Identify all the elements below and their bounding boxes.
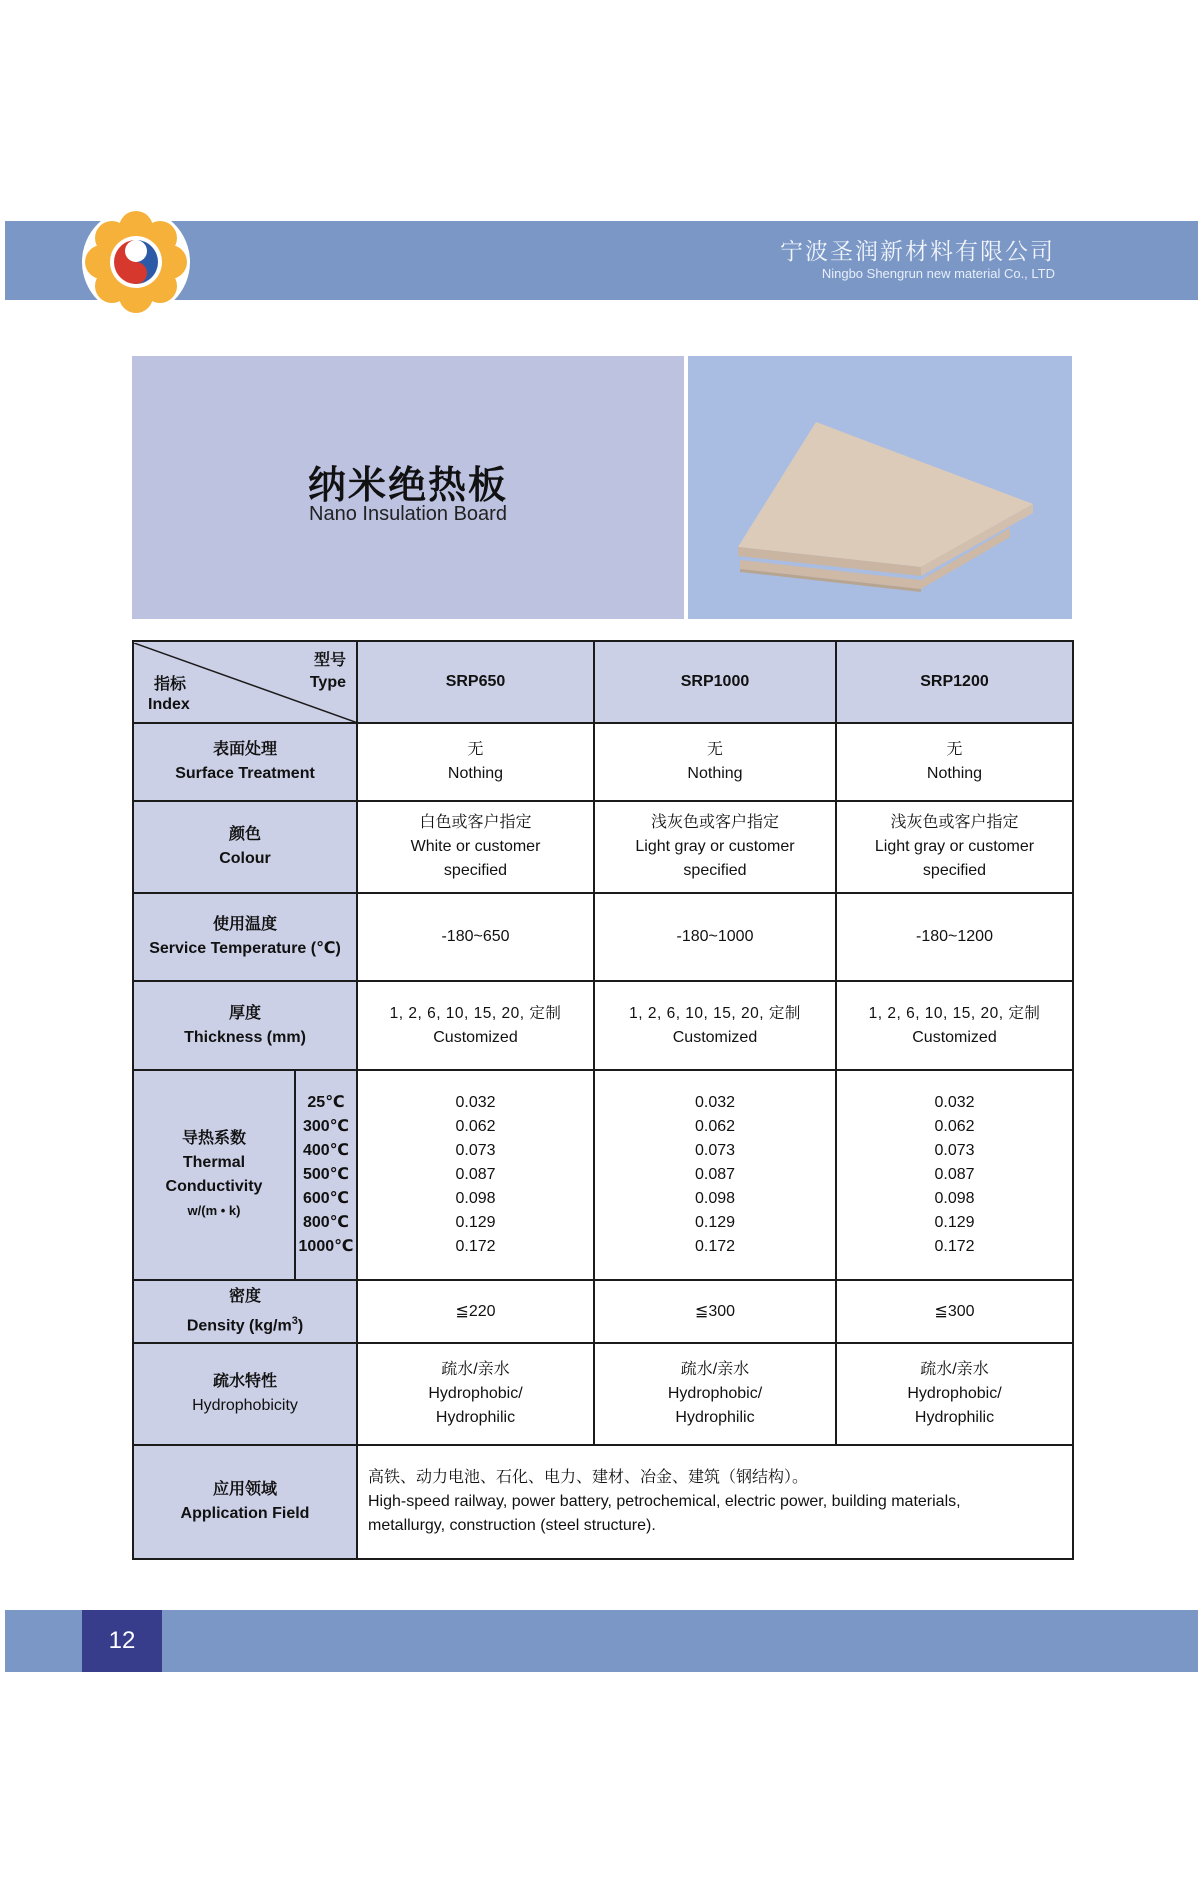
application-field-text: 高铁、动力电池、石化、电力、建材、冶金、建筑（钢结构）。 High-speed railway, power battery, petrochemical, electric power, building materials, metallurgy, construction (steel structure).	[357, 1445, 1073, 1559]
table-cell: 疏水/亲水 Hydrophobic/ Hydrophilic	[594, 1343, 836, 1445]
table-row	[133, 893, 1073, 981]
table-cell: ≦220	[357, 1280, 594, 1343]
table-row	[133, 1070, 1073, 1280]
table-cell: 疏水/亲水 Hydrophobic/ Hydrophilic	[836, 1343, 1073, 1445]
corner-type-cn: 型号	[313, 652, 346, 669]
table-cell: 1, 2, 6, 10, 15, 20, 定制 Customized	[357, 981, 594, 1070]
table-row	[133, 1343, 1073, 1445]
model-header: SRP1200	[836, 641, 1073, 723]
table-cell: 1, 2, 6, 10, 15, 20, 定制 Customized	[836, 981, 1073, 1070]
table-cell: -180~650	[357, 893, 594, 981]
row-label-temperature: 使用温度 Service Temperature (℃)	[133, 893, 357, 981]
table-cell: 无 Nothing	[836, 723, 1073, 801]
row-label-application: 应用领域 Application Field	[133, 1445, 357, 1559]
row-label-surface: 表面处理 Surface Treatment	[133, 723, 357, 801]
footer-band	[5, 1610, 1198, 1672]
table-cell: ≦300	[836, 1280, 1073, 1343]
corner-index-en: Index	[148, 696, 190, 713]
insulation-board-image	[688, 356, 1072, 619]
row-label-hydrophobicity: 疏水特性 Hydrophobicity	[133, 1343, 357, 1445]
table-cell: 无 Nothing	[357, 723, 594, 801]
table-row	[133, 981, 1073, 1070]
model-header: SRP650	[357, 641, 594, 723]
page-number: 12	[82, 1610, 162, 1672]
table-row	[133, 801, 1073, 893]
table-cell: 疏水/亲水 Hydrophobic/ Hydrophilic	[357, 1343, 594, 1445]
table-cell: 无 Nothing	[594, 723, 836, 801]
model-header: SRP1000	[594, 641, 836, 723]
company-name-cn: 宁波圣润新材料有限公司	[780, 239, 1055, 265]
spec-table	[132, 640, 1074, 1560]
row-label-conductivity: 导热系数 Thermal Conductivity w/(m • k)	[133, 1070, 295, 1280]
row-label-density: 密度 Density $(kg/m^3)$	[133, 1280, 357, 1343]
table-cell: -180~1000	[594, 893, 836, 981]
table-cell: 浅灰色或客户指定 Light gray or customer specified	[836, 801, 1073, 893]
row-label-thickness: 厚度 Thickness (mm)	[133, 981, 357, 1070]
table-cell: 0.032 0.062 0.073 0.087 0.098 0.129 0.172	[594, 1070, 836, 1280]
table-cell: 浅灰色或客户指定 Light gray or customer specified	[594, 801, 836, 893]
table-row	[133, 1280, 1073, 1343]
company-name-en: Ningbo Shengrun new material Co., LTD	[821, 266, 1055, 281]
table-corner-header	[133, 641, 357, 723]
product-title-panel	[132, 356, 684, 619]
table-cell: 1, 2, 6, 10, 15, 20, 定制 Customized	[594, 981, 836, 1070]
table-cell: 白色或客户指定 White or customer specified	[357, 801, 594, 893]
table-row	[133, 723, 1073, 801]
corner-index-cn: 指标	[154, 676, 187, 693]
product-image-panel	[688, 356, 1072, 619]
table-cell: 0.032 0.062 0.073 0.087 0.098 0.129 0.172	[836, 1070, 1073, 1280]
table-cell: ≦300	[594, 1280, 836, 1343]
company-logo-icon	[80, 206, 192, 318]
product-title-cn: 纳米绝热板	[307, 463, 508, 507]
table-row	[133, 1445, 1073, 1559]
corner-type-en: Type	[309, 674, 346, 691]
product-title-en: Nano Insulation Board	[309, 503, 507, 525]
table-cell: 0.032 0.062 0.073 0.087 0.098 0.129 0.172	[357, 1070, 594, 1280]
conductivity-temperatures: 25℃ 300℃ 400℃ 500℃ 600℃ 800℃ 1000℃	[295, 1070, 357, 1280]
table-cell: -180~1200	[836, 893, 1073, 981]
row-label-colour: 颜色 Colour	[133, 801, 357, 893]
